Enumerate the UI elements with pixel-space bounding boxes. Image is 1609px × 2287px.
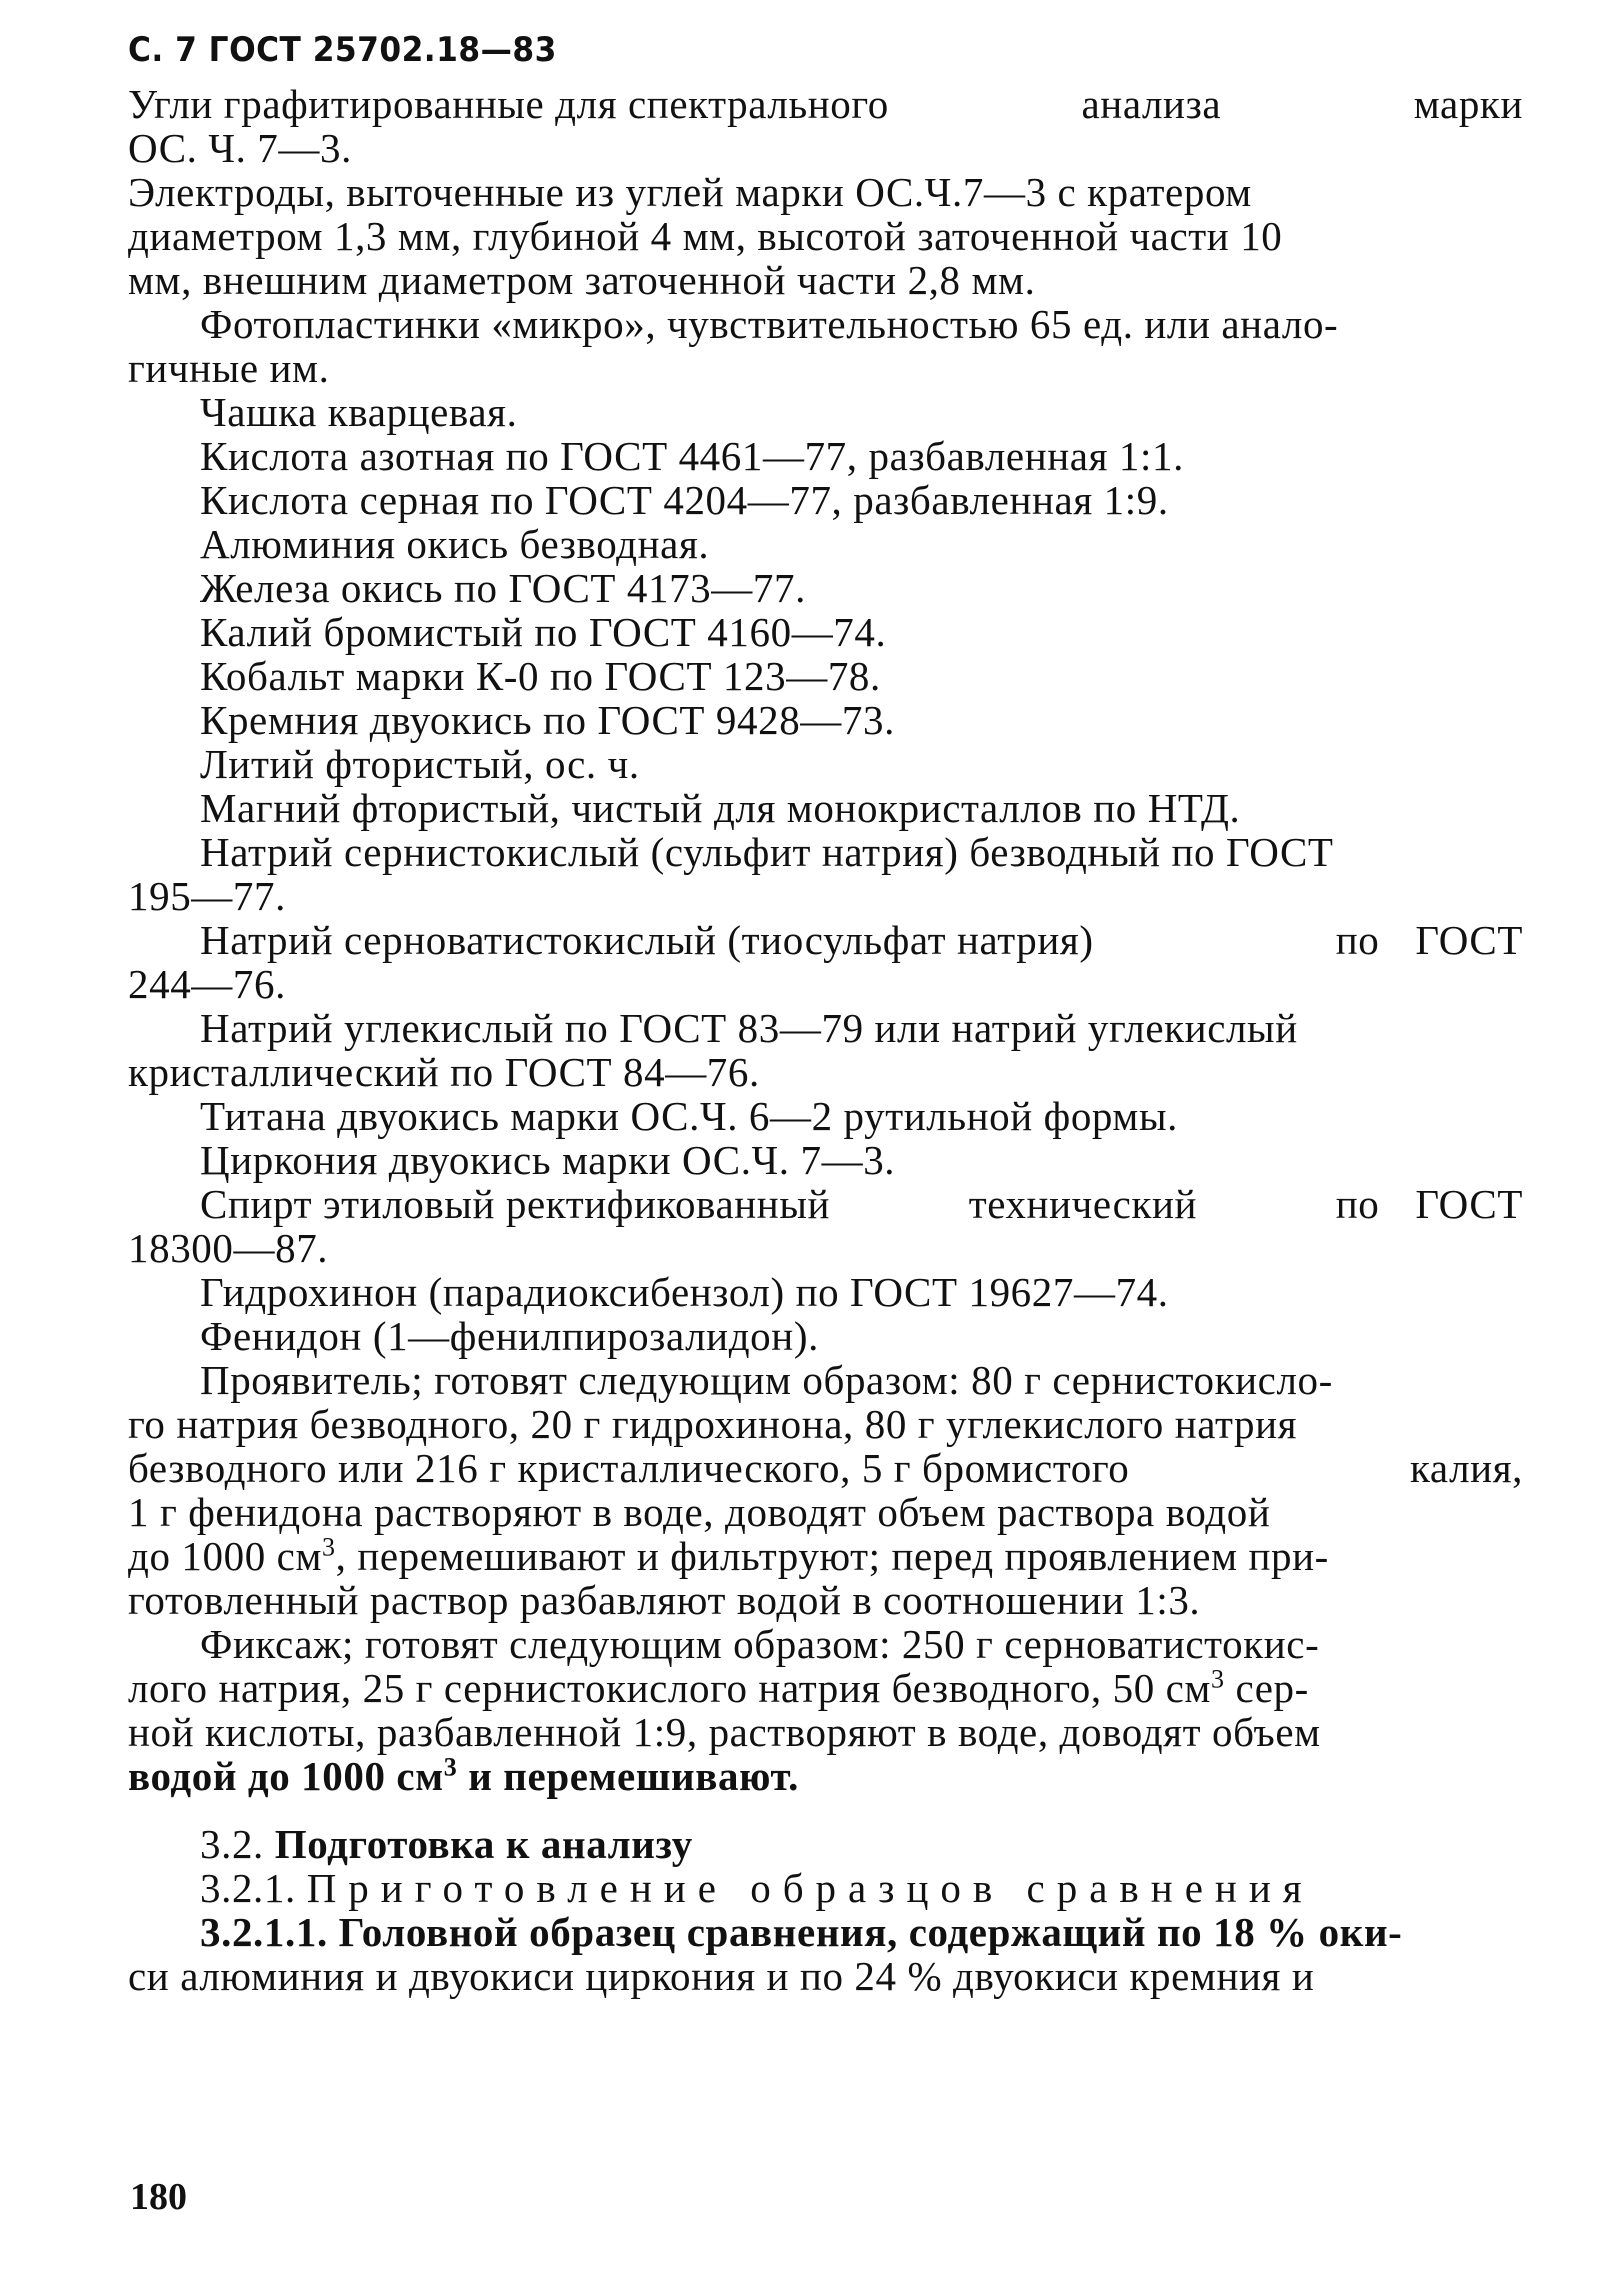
text-line: Циркония двуокись марки ОС.Ч. 7—3. bbox=[200, 1137, 896, 1183]
text-line: Алюминия окись безводная. bbox=[200, 521, 710, 567]
text-line: Натрий серноватистокислый (тиосульфат натрия) по ГОСТ bbox=[200, 917, 1523, 963]
text-line: Литий фтористый, ос. ч. bbox=[200, 741, 640, 787]
text-line: Спирт этиловый ректификованный технический по ГОСТ bbox=[200, 1181, 1523, 1227]
text-line: мм, внешним диаметром заточенной части 2,8 мм. bbox=[128, 257, 1036, 303]
page-number: 180 bbox=[130, 2176, 187, 2218]
text-line: Калий бромистый по ГОСТ 4160—74. bbox=[200, 609, 887, 655]
text-line: Натрий углекислый по ГОСТ 83—79 или натрий углекислый bbox=[200, 1005, 1298, 1051]
text-line: 3.2.1.1. Головной образец сравнения, содержащий по 18 % оки- bbox=[200, 1909, 1403, 1955]
section-heading: 3.2. Подготовка к анализу bbox=[200, 1821, 693, 1867]
text-line: гичные им. bbox=[128, 345, 330, 391]
text-line: Чашка кварцевая. bbox=[200, 389, 518, 435]
text-line: ной кислоты, разбавленной 1:9, растворяют в воде, доводят объем bbox=[128, 1709, 1321, 1755]
text-line: кристаллический по ГОСТ 84—76. bbox=[128, 1049, 760, 1095]
text-line: Фенидон (1—фенилпирозалидон). bbox=[200, 1313, 819, 1359]
text-line: Кобальт марки К-0 по ГОСТ 123—78. bbox=[200, 653, 881, 699]
text-line: готовленный раствор разбавляют водой в соотношении 1:3. bbox=[128, 1577, 1201, 1623]
text-line: Натрий сернистокислый (сульфит натрия) безводный по ГОСТ bbox=[200, 829, 1334, 875]
text-line: Титана двуокись марки ОС.Ч. 6—2 рутильной формы. bbox=[200, 1093, 1178, 1139]
subsection-heading: 3.2.1. Приготовление образцов сравнения bbox=[200, 1865, 1314, 1911]
text-line: Магний фтористый, чистый для монокристаллов по НТД. bbox=[200, 785, 1241, 831]
text-line: Кремния двуокись по ГОСТ 9428—73. bbox=[200, 697, 895, 743]
text-line: Кислота азотная по ГОСТ 4461—77, разбавленная 1:1. bbox=[200, 433, 1184, 479]
text-line: безводного или 216 г кристаллического, 5 г бромистого калия, bbox=[128, 1445, 1523, 1491]
text-line: Проявитель; готовят следующим образом: 80 г сернистокисло- bbox=[200, 1357, 1333, 1403]
text-line: Кислота серная по ГОСТ 4204—77, разбавленная 1:9. bbox=[200, 477, 1169, 523]
text-line: го натрия безводного, 20 г гидрохинона, 80 г углекислого натрия bbox=[128, 1401, 1298, 1447]
text-line: диаметром 1,3 мм, глубиной 4 мм, высотой заточенной части 10 bbox=[128, 213, 1283, 259]
text-line: лого натрия, 25 г сернистокислого натрия безводного, 50 $см^3$ сер- bbox=[128, 1664, 1309, 1711]
text-line: 195—77. bbox=[128, 873, 286, 919]
text-line: ОС. Ч. 7—3. bbox=[128, 125, 352, 171]
text-line: Фотопластинки «микро», чувствительностью 65 ед. или анало- bbox=[200, 301, 1339, 347]
text-line: 18300—87. bbox=[128, 1225, 329, 1271]
text-line: Электроды, выточенные из углей марки ОС.Ч.7—3 с кратером bbox=[128, 169, 1252, 215]
text-line: Гидрохинон (парадиоксибензол) по ГОСТ 19627—74. bbox=[200, 1269, 1169, 1315]
page-header: С. 7 ГОСТ 25702.18—83 bbox=[128, 30, 557, 70]
text-line: си алюминия и двуокиси циркония и по 24 % двуокиси кремния и bbox=[128, 1953, 1315, 1999]
text-line: 244—76. bbox=[128, 961, 286, 1007]
text-line: 1 г фенидона растворяют в воде, доводят объем раствора водой bbox=[128, 1489, 1271, 1535]
text-line: до 1000 $см^3$, перемешивают и фильтруют; перед проявлением при- bbox=[128, 1532, 1329, 1579]
text-line: водой до 1000 $см^3$ и перемешивают. bbox=[128, 1752, 800, 1799]
text-line: Железа окись по ГОСТ 4173—77. bbox=[200, 565, 806, 611]
text-line: Угли графитированные для спектрального анализа марки bbox=[128, 81, 1523, 127]
text-line: Фиксаж; готовят следующим образом: 250 г серноватистокис- bbox=[200, 1621, 1320, 1667]
